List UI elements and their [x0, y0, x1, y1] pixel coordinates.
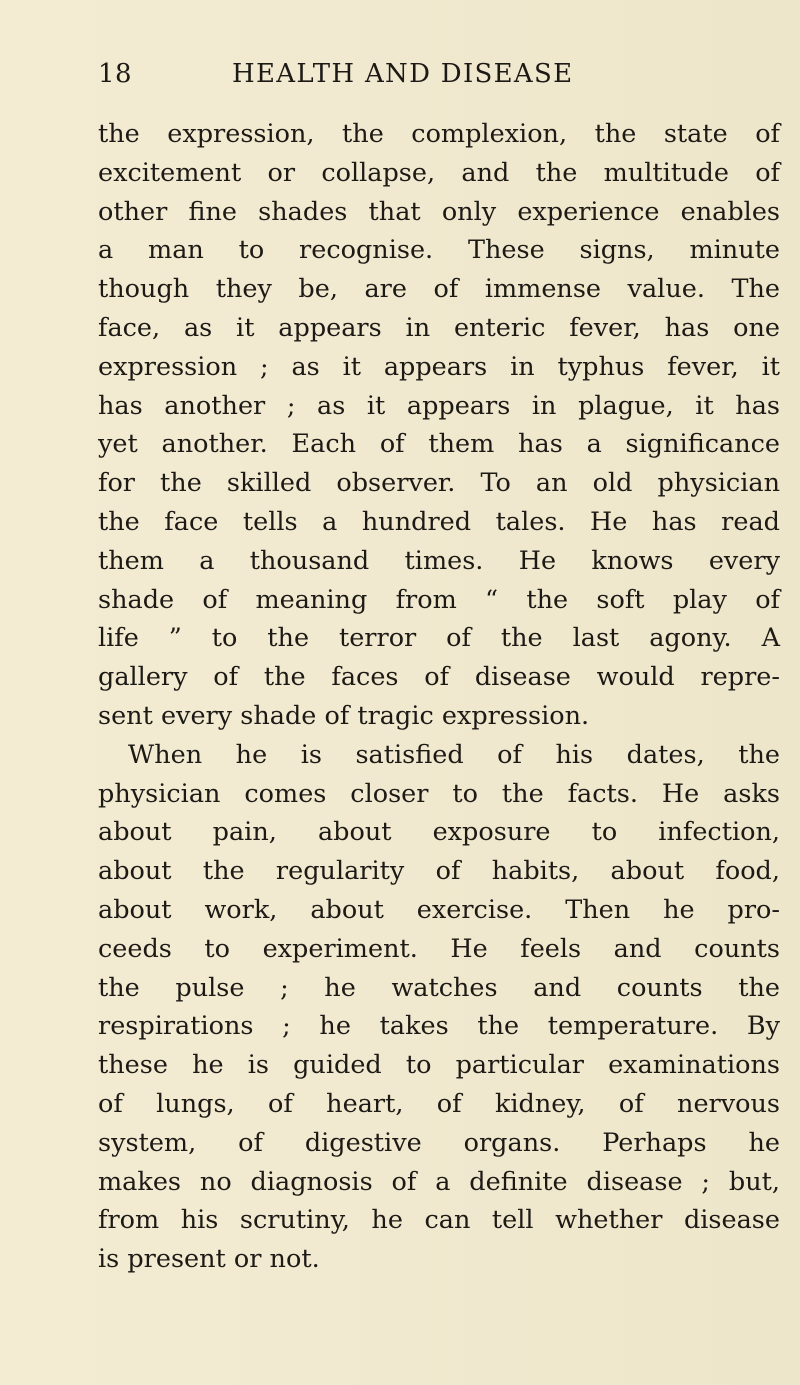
- text-line: of lungs, of heart, of kidney, of nervous: [98, 1088, 780, 1119]
- paragraph-start-line: When he is satisfied of his dates, the: [128, 739, 780, 770]
- page-number: 18: [98, 59, 133, 89]
- text-line: about work, about exercise. Then he pro-: [98, 894, 780, 925]
- text-line: respirations ; he takes the temperature. By: [98, 1011, 780, 1042]
- text-line: ceeds to experiment. He feels and counts: [98, 933, 780, 964]
- text-line: has another ; as it appears in plague, it has: [98, 390, 780, 421]
- text-line: life ” to the terror of the last agony. A: [98, 623, 780, 654]
- text-line: for the skilled observer. To an old physician: [98, 468, 780, 499]
- text-line: sent every shade of tragic expression.: [98, 700, 590, 731]
- text-line: physician comes closer to the facts. He asks: [98, 778, 780, 809]
- text-line: them a thousand times. He knows every: [98, 545, 780, 576]
- text-line: face, as it appears in enteric fever, has one: [98, 312, 780, 343]
- text-line: the expression, the complexion, the state of: [98, 119, 780, 149]
- text-line: makes no diagnosis of a definite disease ; but,: [98, 1166, 780, 1197]
- text-line: the pulse ; he watches and counts the: [98, 972, 780, 1003]
- text-line: excitement or collapse, and the multitude of: [98, 157, 780, 188]
- running-head: HEALTH AND DISEASE: [232, 59, 574, 89]
- text-line: about pain, about exposure to infection,: [98, 817, 780, 848]
- text-line: shade of meaning from “ the soft play of: [98, 584, 780, 615]
- text-line: a man to recognise. These signs, minute: [98, 235, 780, 266]
- text-line: system, of digestive organs. Perhaps he: [98, 1127, 780, 1158]
- text-line: other fine shades that only experience enables: [98, 196, 780, 227]
- text-line: yet another. Each of them has a significance: [98, 429, 780, 460]
- text-line: gallery of the faces of disease would repre-: [98, 662, 780, 693]
- body-text: [98, 115, 780, 1279]
- page-header: [0, 52, 800, 96]
- text-line: from his scrutiny, he can tell whether disease: [98, 1205, 780, 1236]
- text-line: the face tells a hundred tales. He has read: [98, 506, 780, 537]
- text-line: is present or not.: [98, 1244, 320, 1275]
- text-line: about the regularity of habits, about food,: [98, 856, 780, 887]
- text-line: though they be, are of immense value. The: [98, 274, 780, 305]
- text-line: these he is guided to particular examinations: [98, 1050, 780, 1081]
- text-line: expression ; as it appears in typhus fever, it: [98, 351, 780, 382]
